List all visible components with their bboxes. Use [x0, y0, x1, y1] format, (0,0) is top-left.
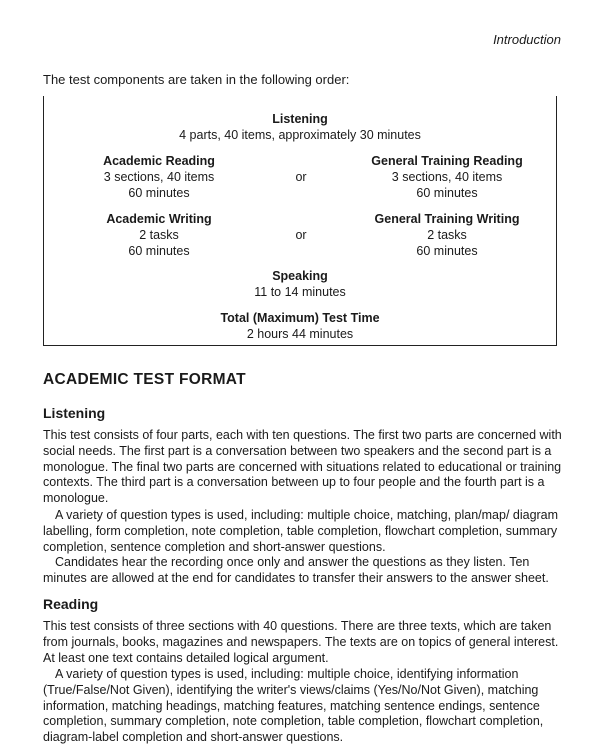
academic-writing-component [74, 211, 244, 259]
academic-writing-line2: 60 minutes [128, 244, 190, 258]
general-reading-line2: 60 minutes [416, 186, 478, 200]
reading-paragraph-1: This test consists of three sections with 40 questions. There are three texts, which are taken from journals, books, magazines and newspapers. The texts are on topics of general interest. At least one text contains detailed logical argument. [43, 619, 559, 665]
reading-paragraph-2-text: A variety of question types is used, including: multiple choice, identifying information (True/False/Not Given), identifying the writer's views/claims (Yes/No/Not Given), matching information, matching headings, matching features, matching sentence endings, sentence completion, summary completion, note completion, table completion, flowchart completion, diagram-label completion and short-answer questions. [43, 667, 544, 745]
listening-paragraph-2-text: A variety of question types is used, including: multiple choice, matching, plan/map/ diagram labelling, form completion, note completion, table completion, flowchart completion, summary completion, sentence completion and short-answer questions. [43, 508, 559, 554]
listening-title: Listening [272, 112, 328, 126]
total-time-detail: 2 hours 44 minutes [246, 327, 354, 341]
listening-detail: 4 parts, 40 items, approximately 30 minutes [179, 128, 421, 142]
academic-reading-line2: 60 minutes [128, 186, 190, 200]
reading-paragraph-2 [43, 667, 563, 746]
academic-reading-title: Academic Reading [103, 154, 215, 168]
academic-writing-line1: 2 tasks [139, 228, 179, 242]
reading-heading: Reading [43, 596, 99, 612]
academic-format-heading: ACADEMIC TEST FORMAT [43, 371, 246, 388]
academic-writing-title: Academic Writing [106, 212, 212, 226]
total-time-title: Total (Maximum) Test Time [220, 311, 380, 325]
speaking-title: Speaking [272, 269, 328, 283]
listening-paragraph-1: This test consists of four parts, each with ten questions. The first two parts are concerned with social needs. The first part is a conversation between two speakers and the second part is a monologue. The final two parts are concerned with situations related to educational or training contexts. The third part is a conversation between up to four people and the fourth part is a monologue. [43, 428, 562, 506]
running-header: Introduction [493, 32, 561, 47]
listening-paragraph-2 [43, 508, 563, 555]
general-writing-line2: 60 minutes [416, 244, 478, 258]
writing-or-label: or [295, 228, 307, 242]
total-time-component [44, 310, 556, 342]
listening-component [44, 111, 556, 143]
listening-heading: Listening [43, 405, 106, 421]
academic-reading-component [74, 153, 244, 201]
speaking-component [44, 268, 556, 300]
general-writing-title: General Training Writing [374, 212, 520, 226]
general-reading-component [352, 153, 542, 201]
listening-paragraph-3 [43, 555, 563, 587]
general-writing-component [352, 211, 542, 259]
listening-paragraph-3-text: Candidates hear the recording once only and answer the questions as they listen. Ten minutes are allowed at the end for candidates to transfer their answers to the answer sheet. [43, 555, 549, 585]
general-reading-title: General Training Reading [371, 154, 523, 168]
academic-reading-line1: 3 sections, 40 items [103, 170, 215, 184]
intro-text: The test components are taken in the following order: [43, 72, 350, 87]
general-reading-line1: 3 sections, 40 items [391, 170, 503, 184]
speaking-detail: 11 to 14 minutes [254, 285, 346, 299]
general-writing-line1: 2 tasks [427, 228, 467, 242]
reading-or-label: or [295, 170, 307, 184]
test-components-box [43, 96, 557, 346]
